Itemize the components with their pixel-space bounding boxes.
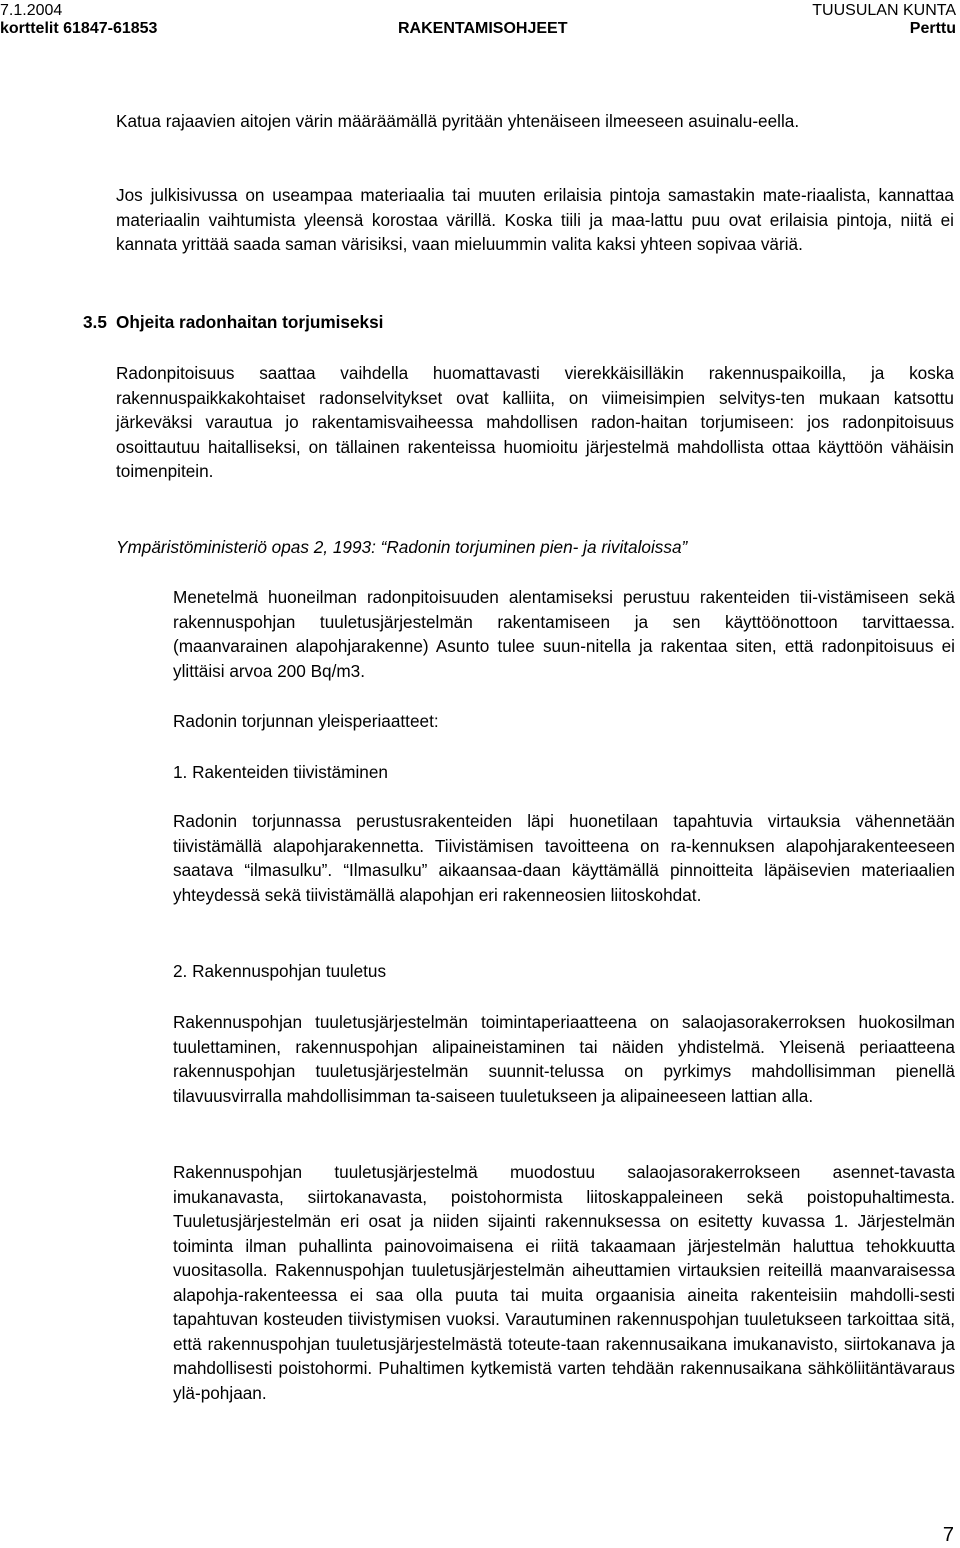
item-2-text-continued: Rakennuspohjan tuuletusjärjestelmä muodostuu salaojasorakerrokseen asennet-tavasta imukanavasta, siirtokanavasta, poistohormista liitoskappaleineen sekä poistopuhaltimesta. Tuuletusjärjestelmän eri osat ja niiden sijainti rakennuksessa on esitetty kuvassa 1. Järjestelmän toiminta ilman puhallinta painovoimaisena ei riitä takaamaan järjestelmän haluttua tehokkuutta vuositasolla. Rakennuspohjan tuuletusjärjestelmän aiheuttamien virtauksien reiteillä maanvaraisessa alapohja-rakenteessa ei saa olla puuta tai muita orgaanisia aineita rakenteisiin mahdolli-sesti tapahtuvan kosteuden tiivistymisen vuoksi. Varautuminen rakennuspohjan tuuletukseen tarkoittaa sitä, että rakennuspohjan tuuletusjärjestelmästä toteute-taan rakennusaikana imukanavisto, siirtokanava ja mahdollisesti poistohormi. Puhaltimen kytkemistä varten tehdään rakennusaikana sähköliitäntävaraus ylä-pohjaan. <box>173 1162 955 1403</box>
page-number: 7 <box>942 1524 954 1546</box>
header-author: Perttu <box>909 20 956 37</box>
section-title: Ohjeita radonhaitan torjumiseksi <box>116 312 384 332</box>
item-2-text: Rakennuspohjan tuuletusjärjestelmän toimintaperiaatteena on salaojasorakerroksen huokosilman tuulettaminen, rakennuspohjan alipaineistaminen tai näiden yhdistelmä. Yleisenä periaatteena rakennuspohjan tuuletusjärjestelmän suunnit-telussa on pyrkimys mahdollisimman pienellä tilavuusvirralla mahdollisimman ta-saiseen tuuletukseen ja alipaineeseen lattian alla. <box>173 1012 955 1106</box>
paragraph-fence-color: Katua rajaavien aitojen värin määräämällä pyritään yhtenäiseen ilmeeseen asuinalu-eella. <box>116 111 800 131</box>
item-1-title: 1. Rakenteiden tiivistäminen <box>173 762 388 782</box>
section-heading <box>83 310 384 334</box>
paragraph-radon-intro: Radonpitoisuus saattaa vaihdella huomattavasti vierekkäisilläkin rakennuspaikoilla, ja koska rakennuspaikkakohtaiset radonselvitykset ovat kalliita, on viimeisimpien selvitys-ten mukaan katsottu järkeväksi varautua jo rakentamisvaiheessa mahdollisen radon-haitan torjumiseen: jos radonpitoisuus osoittautuu haitalliseksi, on tällainen rakenteissa huomioitu järjestelmä mahdollista ottaa käyttöön vähäisin toimenpitein. <box>116 363 954 481</box>
item-2-title: 2. Rakennuspohjan tuuletus <box>173 961 387 981</box>
item-1-text: Radonin torjunnassa perustusrakenteiden läpi huonetilaan tapahtuvia virtauksia vähennetään tiivistämällä alapohjarakennetta. Tiivistämisen tavoitteena on ra-kennuksen alapohjarakenteeseen saatava “ilmasulku”. “Ilmasulku” aikaansaa-daan käyttämällä pinnoitteita läpäisevien materiaalien yhteydessä sekä tiivistämällä alapohjan eri rakenneosien liitoskohdat. <box>173 811 955 905</box>
principles-label: Radonin torjunnan yleisperiaatteet: <box>173 711 439 731</box>
header-municipality: TUUSULAN KUNTA <box>812 2 956 19</box>
section-number: 3.5 <box>83 312 107 332</box>
paragraph-facade-materials: Jos julkisivussa on useampaa materiaalia tai muuten erilaisia pintoja samastakin mate-riaalista, kannattaa materiaalin vaihtumista yleensä korostaa värillä. Koska tiili ja maa-lattu puu ovat erilaisia pintoja, niitä ei kannata yrittää saada saman värisiksi, vaan mieluummin valita kaksi yhteen sopivaa väriä. <box>116 185 954 254</box>
page-header-row-2 <box>0 18 960 40</box>
paragraph-method: Menetelmä huoneilman radonpitoisuuden alentamiseksi perustuu rakenteiden tii-vistämiseen sekä rakennuspohjan tuuletusjärjestelmän rakentamiseen ja sen käyttöönottoon tarvittaessa. (maanvarainen alapohjarakenne) Asunto tulee suun-nitella ja rakentaa siten, että radonpitoisuus ei ylittäisi arvoa 200 Bq/m3. <box>173 587 955 681</box>
header-date: 7.1.2004 <box>0 2 63 19</box>
header-blocks: korttelit 61847-61853 <box>0 20 158 37</box>
header-title: RAKENTAMISOHJEET <box>398 20 568 37</box>
source-reference: Ympäristöministeriö opas 2, 1993: “Radonin torjuminen pien- ja rivitaloissa” <box>116 537 688 557</box>
